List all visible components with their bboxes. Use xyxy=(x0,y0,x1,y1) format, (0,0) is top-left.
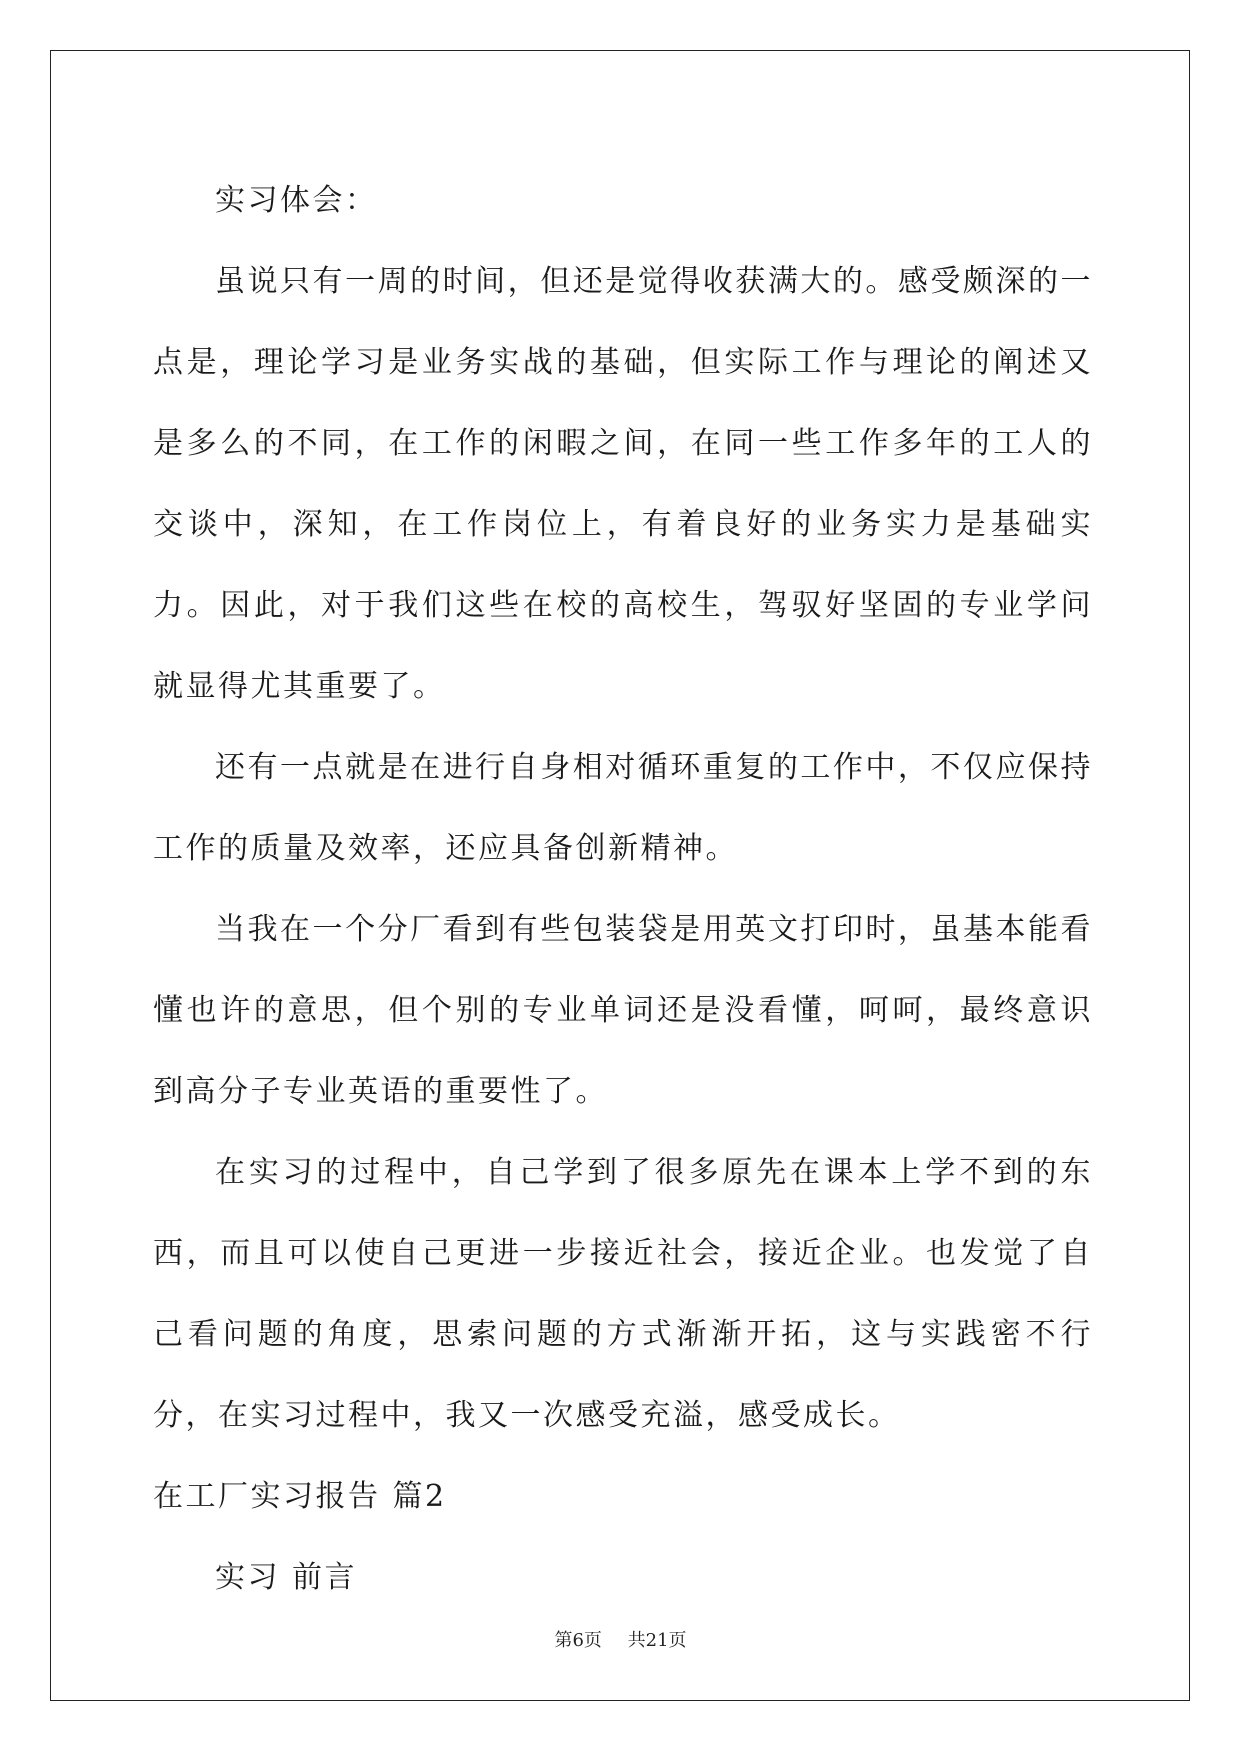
section-title-report-2: 在工厂实习报告 篇2 xyxy=(153,1479,447,1514)
page-number: 第6页 xyxy=(554,1630,602,1651)
subheading-preface: 实习 前言 xyxy=(215,1560,358,1595)
page-total: 共21页 xyxy=(627,1630,687,1651)
paragraph-experience-3: 当我在一个分厂看到有些包装袋是用英文打印时，虽基本能看懂也许的意思，但个别的专业单词还是没看懂，呵呵，最终意识到高分子专业英语的重要性了。 xyxy=(153,912,1093,1109)
paragraph-experience-4: 在实习的过程中，自己学到了很多原先在课本上学不到的东西，而且可以使自己更进一步接近社会，接近企业。也发觉了自己看问题的角度，思索问题的方式渐渐开拓，这与实践密不行分，在实习过程中，我又一次感受充溢，感受成长。 xyxy=(153,1155,1093,1433)
document-body xyxy=(153,160,1093,1618)
paragraph-experience-1: 虽说只有一周的时间，但还是觉得收获满大的。感受颇深的一点是，理论学习是业务实战的基础，但实际工作与理论的阐述又是多么的不同，在工作的闲暇之间，在同一些工作多年的工人的交谈中，深知，在工作岗位上，有着良好的业务实力是基础实力。因此，对于我们这些在校的高校生，驾驭好坚固的专业学问就显得尤其重要了。 xyxy=(153,264,1093,704)
page-footer xyxy=(0,1626,1241,1652)
paragraph-experience-2: 还有一点就是在进行自身相对循环重复的工作中，不仅应保持工作的质量及效率，还应具备创新精神。 xyxy=(153,750,1093,866)
paragraph-experience-heading: 实习体会： xyxy=(215,183,378,218)
